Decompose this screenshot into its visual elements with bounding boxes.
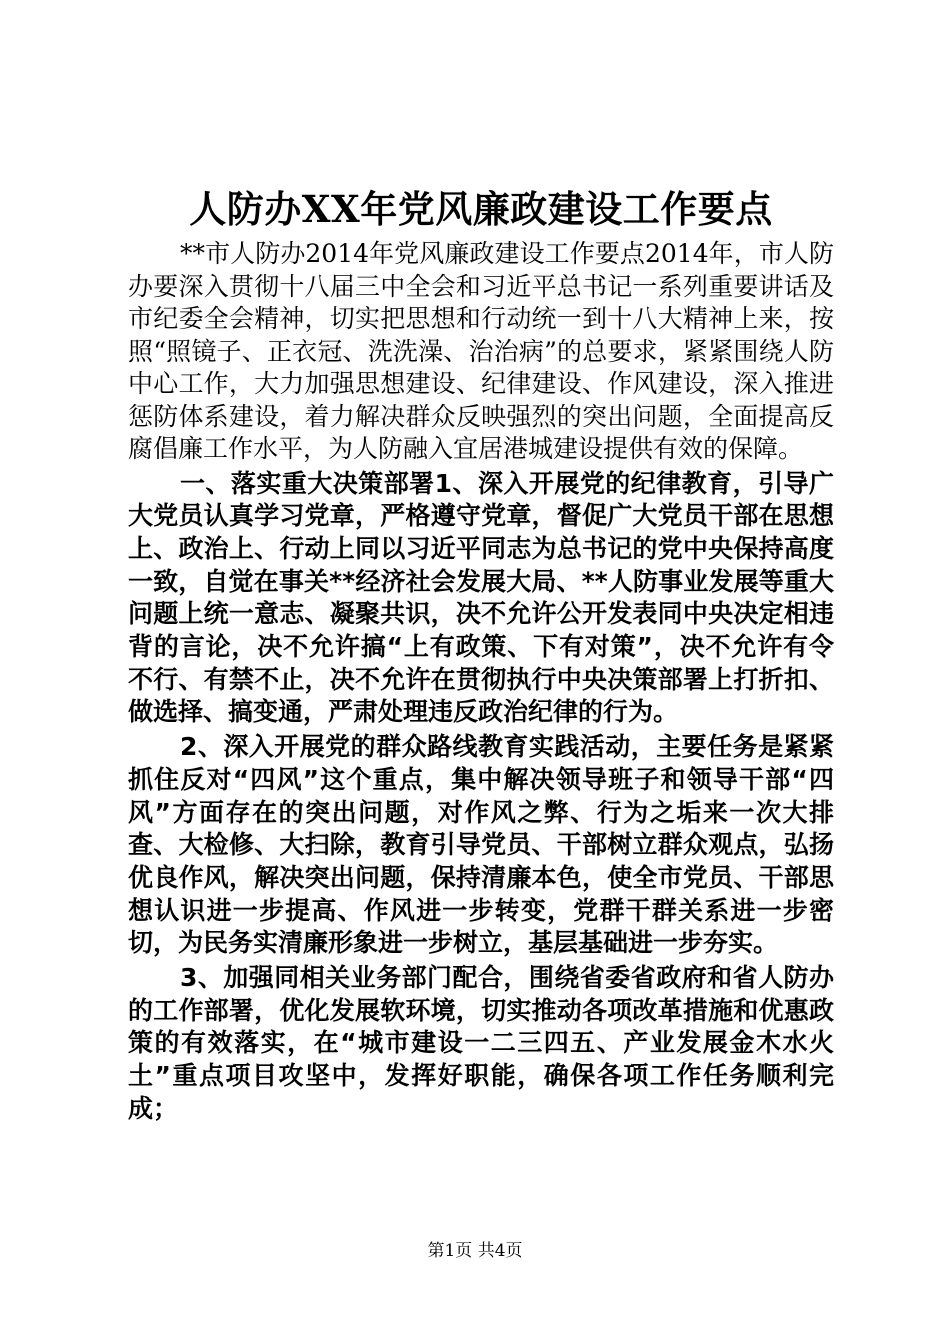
paragraph-intro: **市人防办2014年党风廉政建设工作要点2014年，市人防办要深入贯彻十八届三中全会和习近平总书记一系列重要讲话及市纪委全会精神，切实把思想和行动统一到十八大精神上来，按照“照镜子、正衣冠、洗洗澡、治治病”的总要求，紧紧围绕人防中心工作，大力加强思想建设、纪律建设、作风建设，深入推进惩防体系建设，着力解决群众反映强烈的突出问题，全面提高反腐倡廉工作水平，为人防融入宜居港城建设提供有效的保障。 xyxy=(128,239,834,463)
document-page xyxy=(128,186,834,1126)
paragraph-1: 一、落实重大决策部署1、深入开展党的纪律教育，引导广大党员认真学习党章，严格遵守党章，督促广大党员干部在思想上、政治上、行动上同以习近平同志为总书记的党中央保持高度一致，自觉在事关**经济社会发展大局、**人防事业发展等重大问题上统一意志、凝聚共识，决不允许公开发表同中央决定相违背的言论，决不允许搞“上有政策、下有对策”，决不允许有令不行、有禁不止，决不允许在贯彻执行中央决策部署上打折扣、做选择、搞变通，严肃处理违反政治纪律的行为。 xyxy=(128,468,834,727)
page-number-footer: 第1页 共4页 xyxy=(427,1241,523,1261)
document-title: 人防办XX年党风廉政建设工作要点 xyxy=(189,187,773,231)
paragraph-3: 3、加强同相关业务部门配合，围绕省委省政府和省人防办的工作部署，优化发展软环境，切实推动各项改革措施和优惠政策的有效落实，在“城市建设一二三四五、产业发展金木水火土”重点项目攻坚中，发挥好职能，确保各项工作任务顺利完成； xyxy=(128,963,834,1123)
paragraph-2: 2、深入开展党的群众路线教育实践活动，主要任务是紧紧抓住反对“四风”这个重点，集中解决领导班子和领导干部“四风”方面存在的突出问题，对作风之弊、行为之垢来一次大排查、大检修、大扫除，教育引导党员、干部树立群众观点，弘扬优良作风，解决突出问题，保持清廉本色，使全市党员、干部思想认识进一步提高、作风进一步转变，党群干群关系进一步密切，为民务实清廉形象进一步树立，基层基础进一步夯实。 xyxy=(128,732,834,958)
